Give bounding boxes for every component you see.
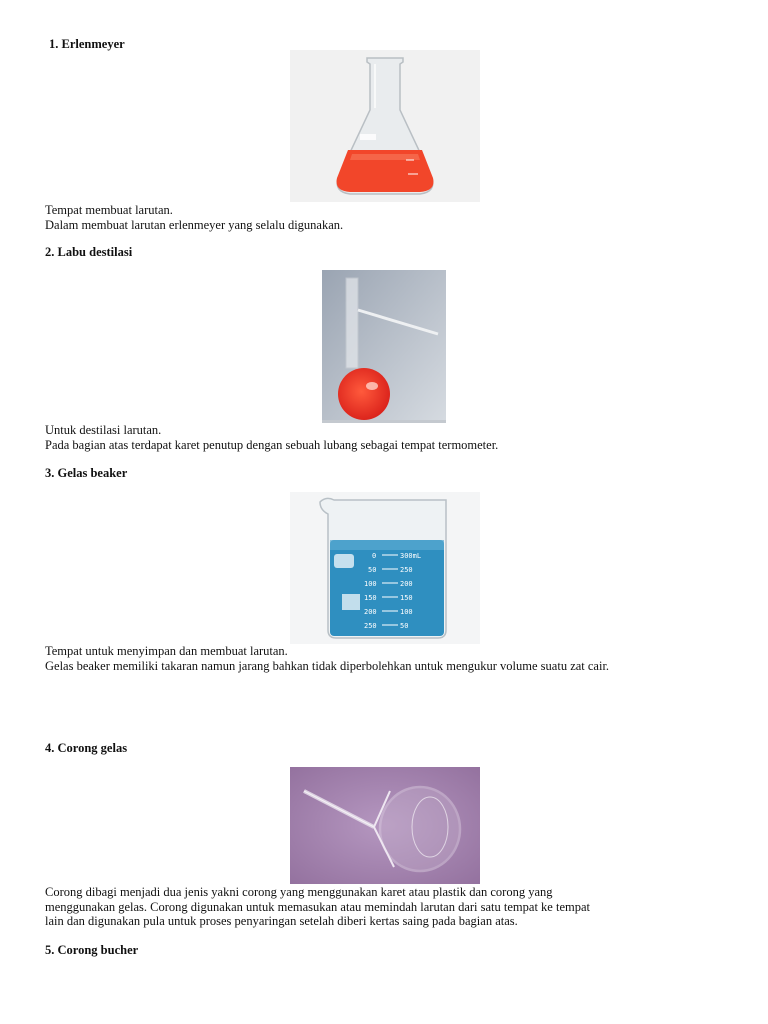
beaker-mark-300ml: 300mL bbox=[400, 552, 422, 560]
beaker-mark-r200: 200 bbox=[400, 580, 413, 588]
text-line: Untuk destilasi larutan. bbox=[45, 423, 162, 437]
beaker-photo bbox=[290, 492, 480, 644]
section-text-labu-destilasi bbox=[45, 423, 498, 452]
beaker-mark-0: 0 bbox=[372, 552, 377, 560]
glass-funnel-photo bbox=[290, 767, 480, 884]
section-heading-corong-gelas: 4. Corong gelas bbox=[45, 741, 128, 755]
distillation-flask-photo bbox=[322, 270, 446, 423]
erlenmeyer-flask-icon bbox=[290, 50, 480, 202]
beaker-icon bbox=[290, 492, 480, 644]
text-line: Tempat membuat larutan. bbox=[45, 203, 173, 217]
beaker-mark-r100: 100 bbox=[400, 608, 413, 616]
beaker-mark-r250: 250 bbox=[400, 566, 413, 574]
beaker-mark-150: 150 bbox=[364, 594, 377, 602]
section-heading-gelas-beaker: 3. Gelas beaker bbox=[45, 466, 128, 480]
beaker-mark-100: 100 bbox=[364, 580, 377, 588]
text-line: Pada bagian atas terdapat karet penutup dengan sebuah lubang sebagai tempat termometer. bbox=[45, 437, 499, 452]
section-text-gelas-beaker bbox=[45, 644, 609, 673]
beaker-mark-r150: 150 bbox=[400, 594, 413, 602]
section-text-erlenmeyer bbox=[45, 203, 343, 232]
text-line: menggunakan gelas. Corong digunakan untuk memasukan atau memindah larutan dari satu tempat ke tempat bbox=[45, 899, 590, 914]
erlenmeyer-flask-photo bbox=[290, 50, 480, 202]
text-line: Gelas beaker memiliki takaran namun jarang bahkan tidak diperbolehkan untuk mengukur volume suatu zat cair. bbox=[45, 658, 610, 673]
text-line: Tempat untuk menyimpan dan membuat larutan. bbox=[45, 644, 288, 658]
beaker-mark-200: 200 bbox=[364, 608, 377, 616]
beaker-mark-r50: 50 bbox=[400, 622, 409, 630]
section-heading-corong-bucher: 5. Corong bucher bbox=[45, 943, 139, 957]
section-text-corong-gelas bbox=[45, 885, 590, 929]
beaker-mark-250: 250 bbox=[364, 622, 377, 630]
text-line: Dalam membuat larutan erlenmeyer yang selalu digunakan. bbox=[45, 217, 344, 232]
beaker-mark-50: 50 bbox=[368, 566, 377, 574]
section-heading-erlenmeyer: 1. Erlenmeyer bbox=[49, 37, 125, 51]
text-line: lain dan digunakan pula untuk proses penyaringan setelah diberi kertas saing pada bagian atas. bbox=[45, 914, 518, 929]
section-heading-labu-destilasi: 2. Labu destilasi bbox=[45, 245, 133, 259]
text-line: Corong dibagi menjadi dua jenis yakni corong yang menggunakan karet atau plastik dan corong yang bbox=[45, 885, 553, 899]
glass-funnel-icon bbox=[290, 767, 480, 884]
distillation-flask-icon bbox=[322, 270, 446, 423]
